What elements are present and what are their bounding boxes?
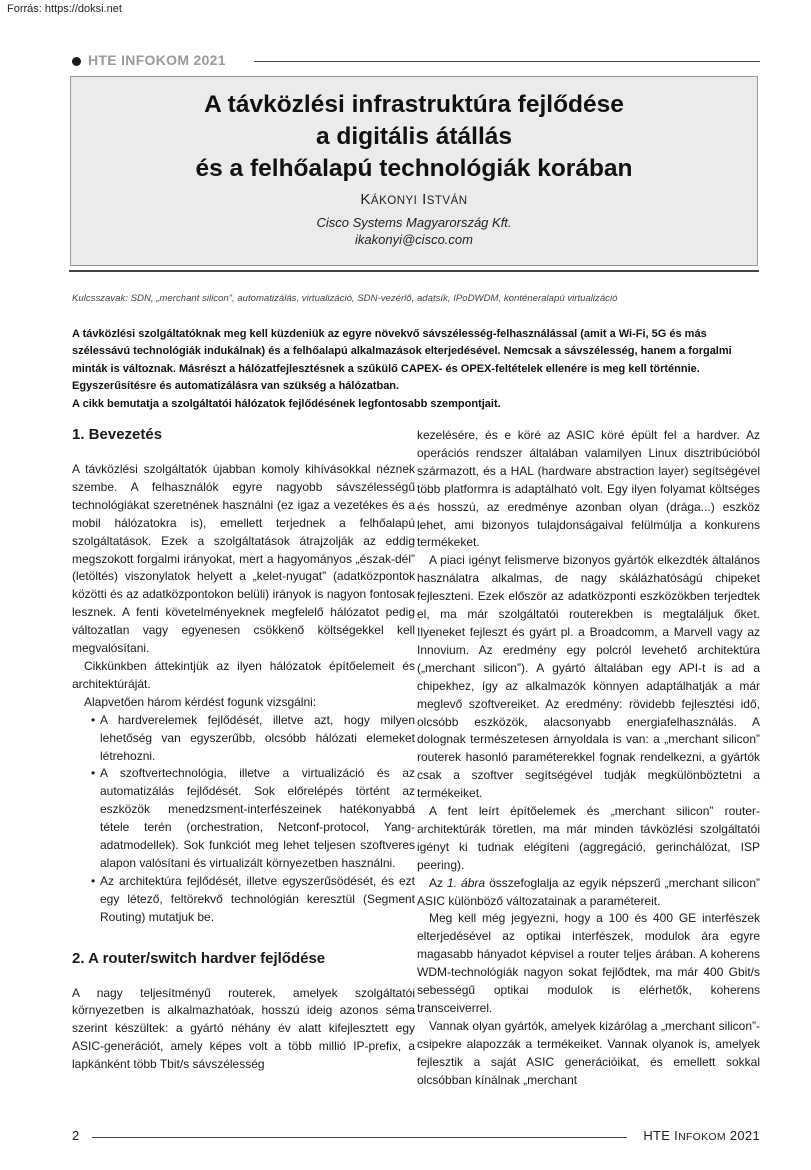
body-paragraph: A fent leírt építőelemek és „merchant silicon” router-architektúrák töretlen, ma már minden távközlési szolgáltatói igényt ki tudnak elégíteni (aggregáció, gerinchálózat, ISP peering). [417,804,760,872]
journal-name: HTE INFOKOM 2021 [88,52,226,68]
page-number: 2 [72,1128,80,1143]
keywords: Kulcsszavak: SDN, „merchant silicon”, automatizálás, virtualizáció, SDN-vezérlő, adatsík, IPoDWDM, konténeralapú virtualizáció [72,293,618,304]
footer-rule [92,1137,627,1138]
abstract-paragraph: A cikk bemutatja a szolgáltatói hálózatok fejlődésének legfontosabb szempontjait. [72,397,501,410]
article-title [71,89,757,185]
section-heading: 1. Bevezetés [72,426,163,443]
body-paragraph: Cikkünkben áttekintjük az ilyen hálózatok építőelemeit és architektúráját. [72,658,415,691]
page-footer [72,1128,760,1146]
author-email[interactable]: ikakonyi@cisco.com [355,232,473,247]
list-item: • Az architektúra fejlődését, illetve egyszerűsödését, és ezt egy létező, feltörekvő technológián keresztül (Segment Routing) mutatjuk be. [91,873,415,924]
header-rule [254,61,760,62]
body-paragraph: Vannak olyan gyártók, amelyek kizárólag a „merchant silicon”-csipekre alapozzák a termékeiket. Vannak olyanok is, amelyek fejlesztik a saját ASIC generációikat, és emellett sokkal olcsóbban kínálnak „merchant [417,1018,760,1087]
left-column [72,425,415,1074]
body-paragraph: A piaci igényt felismerve bizonyos gyártók elkezdték általános használatra alkalmas, de nagy skálázhatóságú chipeket fejleszteni. Ezek először az adatközponti eszközökben terjedtek el, ma már szolgáltatói routerekben is megtaláljuk őket. Ilyeneket fejleszt és gyárt pl. a Broadcomm, a Marvell vagy az Innovium. Az eredmény egy polcról levehető architektúra („merchant silicon”). A gyártó általában egy API-t is ad a chipekhez, így az alkalmazók könnyen adaptálhatják a már meglevő szoftvereiket. Az eredmény: rövidebb fejlesztési idő, olcsóbb eszközök, alacsonyabb energiafelhasználás. A dolognak természetesen árnyoldala is van: a „merchant silicon” routerek hasonló paraméterekkel fognak rendelkezni, a gyártók csak a szoftver segítségével tudják megkülönböztetni a termékeiket. [417,553,760,801]
body-paragraph: A nagy teljesítményű routerek, amelyek szolgáltatói környezetben is alkalmazhatóak, hosszú ideig azonos séma szerint készültek: a gyártó néhány év alatt kifejlesztett egy ASIC-generációt, amely képes volt a több millió IP-prefix, a lapkánként több Tbit/s sávszélesség [72,985,415,1072]
list-item: • A szoftvertechnológia, illetve a virtualizáció és az automatizálás fejlődését. Sok előrelépés történt az eszközök menedzsment-interfészeinek hatékonyabbá tétele terén (orchestration, Netconf-protocol, Yang-adatmodellek). Sok funkciót meg lehet teljesen szoftveres alapon valósítani és virtualizált környezetben használni. [91,766,415,870]
body-paragraph: Alapvetően három kérdést fogunk vizsgálni: [84,694,317,709]
abstract-paragraph: A távközlési szolgáltatóknak meg kell küzdeniük az egyre növekvő sávszélesség-felhasználással (amit a Wi-Fi, 5G és más szélessávú technológiák indukálnak) és a felhőalapú alkalmazások elterjedésével. Nemcsak a sávszélesség, hanem a forgalmi minták is változnak. Másrészt a hálózatfejlesztésnek a szűkülő CAPEX- és OPEX-feltételek ellenére is meg kell történnie. Egyszerűsítésre és automatizálásra van szükség a hálózatban. [72,328,732,393]
title-line: A távközlési infrastruktúra fejlődése [204,91,624,118]
bullet-list [72,712,415,927]
body-paragraph: Az 1. ábra összefoglalja az egyik népszerű „merchant silicon” ASIC különböző változatainak a paramétereit. [417,875,760,908]
journal-header [72,53,760,69]
title-line: a digitális átállás [315,123,513,150]
title-rule [69,270,759,272]
body-paragraph: kezelésére, és e köré az ASIC köré épült fel a hardver. Az operációs rendszer általában valamilyen Linux disztribúcióból származott, és a HAL (hardware abstraction layer) segítségével több platformra is adaptálható volt. Egy ilyen folyamat költséges és hosszú, az eredménye azonban olyan (drága...) eszköz lehet, ami bizonyos tulajdonságaival felülmúlja a konkurens termékeket. [417,428,760,550]
affiliation-block [71,214,757,248]
body-paragraph: Meg kell még jegyezni, hogy a 100 és 400 GE interfészek elterjedésével az optikai interfészek, modulok ára egyre magasabb hányadot képvisel a router teljes árában. A koherens WDM-technológiák nagyon sokat fejlődtek, ma már 400 Gbit/s sebességű optikai modulok is elérhetők, koherens transceiverrel. [417,911,760,1015]
title-block [70,76,758,266]
source-note: Forrás: https://doksi.net [7,3,122,15]
author-name: KÁKONYI ISTVÁN [360,191,468,208]
affiliation: Cisco Systems Magyarország Kft. [316,215,512,230]
footer-journal: HTE INFOKOM 2021 [643,1128,760,1143]
abstract [72,326,752,413]
figure-reference: 1. ábra [447,875,486,890]
bullet-dot-icon [72,57,81,66]
body-paragraph: A távközlési szolgáltatók újabban komoly kihívásokkal néznek szembe. A felhasználók egyre nagyobb sávszélességű technológiákat szeretnének használni (ez igaz a vezetékes és a mobil hálózatokra is), emellett terjednek a felhőalapú szolgáltatások. Ezek a szolgáltatások átrajzolják az eddig megszokott forgalmi irányokat, mert a hagyományos „észak-dél” (letöltés) viszonylatok helyett a „kelet-nyugat” (adatközpontok közötti és az adatközpontokon belüli) irányok is nagyon fontosak lesznek. A fenti követelményeknek megfelelő hálózatot pedig változatlan vagy egyenesen csökkenő költségekkel kell megvalósítani. [72,462,415,656]
section-heading: 2. A router/switch hardver fejlődése [72,949,326,967]
right-column [417,427,760,1090]
list-item: • A hardverelemek fejlődését, illetve azt, hogy milyen lehetőség van egyszerűbb, olcsóbb hálózati elemeket létrehozni. [91,712,415,763]
title-line: és a felhőalapú technológiák korában [195,155,633,182]
